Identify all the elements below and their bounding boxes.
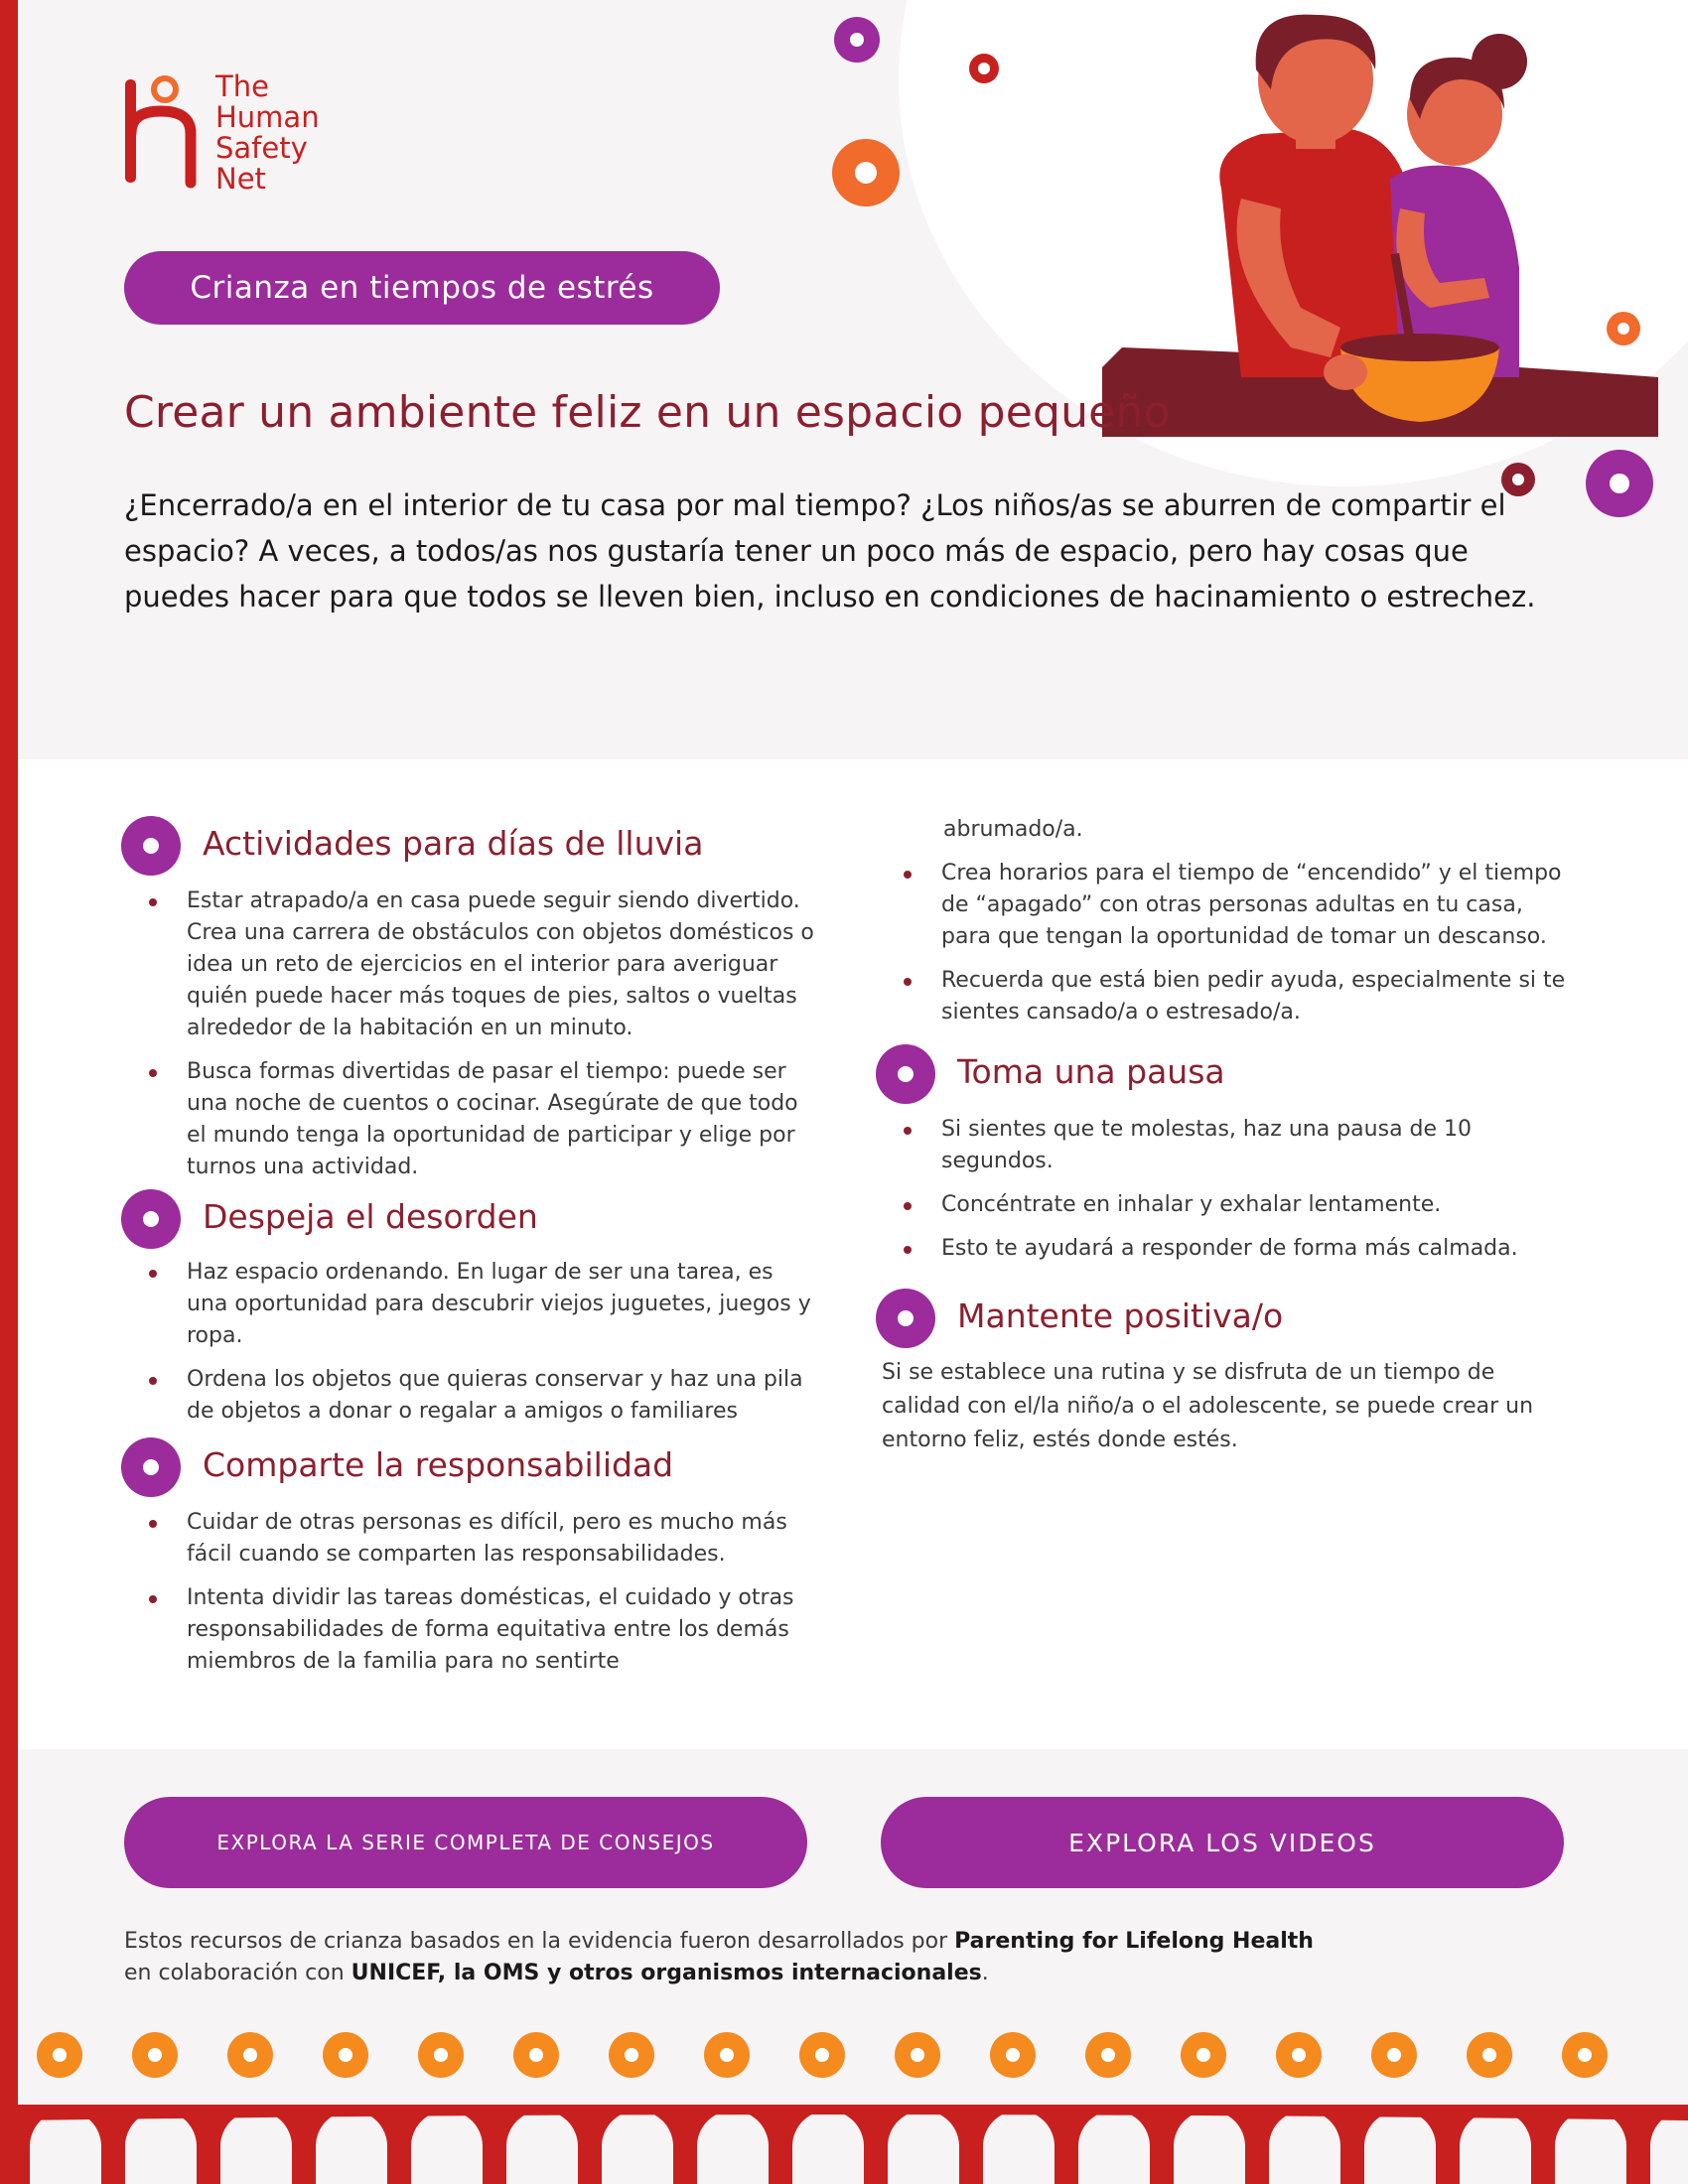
logo-line-2: Human xyxy=(215,100,320,134)
section-header xyxy=(874,1042,1569,1106)
bullet-list xyxy=(874,858,1569,1028)
section-share-responsibility xyxy=(119,1435,814,1678)
parent-child-cooking-illustration xyxy=(1102,0,1688,437)
list-item: Recuerda que está bien pedir ayuda, especialmente si te sientes cansado/a o estresado/a. xyxy=(904,965,1569,1028)
decor-circle-purple-right xyxy=(1586,450,1653,517)
human-safety-net-logo xyxy=(121,71,350,201)
left-column xyxy=(119,814,814,1690)
section-title: Mantente positiva/o xyxy=(957,1297,1284,1335)
circle-bullet-icon xyxy=(876,1044,935,1104)
list-item: Crea horarios para el tiempo de “encendido” y el tiempo de “apagado” con otras personas adultas en tu casa, para que tengan la oportunidad de tomar un descanso. xyxy=(904,858,1569,953)
credits-end: . xyxy=(981,1961,989,1985)
explore-tips-button[interactable]: EXPLORA LA SERIE COMPLETA DE CONSEJOS xyxy=(124,1797,807,1888)
intro-paragraph: ¿Encerrado/a en el interior de tu casa por mal tiempo? ¿Los niños/as se aburren de compartir el espacio? A veces, a todos/as nos gustaría tener un poco más de espacio, pero hay cosas que puedes hacer para que todos se lleven bien, incluso en condiciones de hacinamiento o estrechez. xyxy=(124,488,1536,614)
logo-line-4: Net xyxy=(215,162,266,196)
section-header xyxy=(119,1435,814,1499)
section-header xyxy=(874,1287,1569,1350)
circle-bullet-icon xyxy=(121,1437,181,1497)
list-item: Ordena los objetos que quieras conservar y haz una pila de objetos a donar o regalar a amigos o familiares xyxy=(149,1364,814,1428)
logo-mark-icon xyxy=(121,71,201,191)
continued-text: abrumado/a. xyxy=(943,817,1083,842)
decor-circle-purple-top xyxy=(834,17,880,63)
credits-text xyxy=(124,1926,1316,1989)
right-column xyxy=(874,814,1569,1457)
list-item: Cuidar de otras personas es difícil, pero es mucho más fácil cuando se comparten las responsabilidades. xyxy=(149,1507,814,1570)
series-tag: Crianza en tiempos de estrés xyxy=(124,251,720,325)
circle-bullet-icon xyxy=(121,1189,181,1249)
circle-bullet-icon xyxy=(876,1289,935,1348)
logo-line-3: Safety xyxy=(215,131,308,165)
left-accent-bar xyxy=(0,0,18,2184)
section-stay-positive xyxy=(874,1287,1569,1457)
list-item: Si sientes que te molestas, haz una pausa de 10 segundos. xyxy=(904,1114,1569,1177)
circle-bullet-icon xyxy=(121,816,181,876)
logo-line-1: The xyxy=(215,69,269,103)
section-title: Despeja el desorden xyxy=(203,1197,538,1236)
list-item: Estar atrapado/a en casa puede seguir siendo divertido. Crea una carrera de obstáculos con objetos domésticos o idea un reto de ejercicios en el interior para averiguar quién puede hacer más toques de pies, saltos o vueltas alrededor de la habitación en un minuto. xyxy=(149,886,814,1044)
list-item: Busca formas divertidas de pasar el tiempo: puede ser una noche de cuentos o cocinar. Asegúrate de que todo el mundo tenga la oportunidad de participar y elige por turnos una actividad. xyxy=(149,1056,814,1183)
bullet-list xyxy=(119,1257,814,1428)
bullet-list xyxy=(874,1114,1569,1265)
decor-circle-red-small xyxy=(969,54,999,83)
section-declutter xyxy=(119,1187,814,1428)
credits-part-2: en colaboración con xyxy=(124,1961,352,1985)
credits-part-1: Estos recursos de crianza basados en la evidencia fueron desarrollados por xyxy=(124,1929,955,1954)
bullet-list xyxy=(119,1507,814,1678)
list-item: Haz espacio ordenando. En lugar de ser una tarea, es una oportunidad para descubrir viejos juguetes, juegos y ropa. xyxy=(149,1257,814,1352)
footer-arch-row xyxy=(18,2095,1688,2184)
section-header xyxy=(119,814,814,878)
section-title: Comparte la responsabilidad xyxy=(203,1445,674,1484)
section-paragraph: Si se establece una rutina y se disfruta de un tiempo de calidad con el/la niño/a o el adolescente, se puede crear un entorno feliz, estés donde estés. xyxy=(882,1360,1534,1452)
logo-wordmark xyxy=(215,71,320,195)
child-hair-bun xyxy=(1472,34,1527,89)
page-title: Crear un ambiente feliz en un espacio pequeño xyxy=(124,387,1171,438)
section-title: Toma una pausa xyxy=(957,1052,1225,1091)
section-take-a-pause xyxy=(874,1042,1569,1265)
list-item: Intenta dividir las tareas domésticas, el cuidado y otras responsabilidades de forma equitativa entre los demás miembros de la familia para no sentirte xyxy=(149,1582,814,1678)
decor-circle-orange-large xyxy=(832,139,900,206)
section-title: Actividades para días de lluvia xyxy=(203,824,704,863)
bullet-list xyxy=(119,886,814,1183)
list-item: Esto te ayudará a responder de forma más calmada. xyxy=(904,1233,1569,1265)
list-item: Concéntrate en inhalar y exhalar lentamente. xyxy=(904,1189,1569,1221)
footer-dot-row xyxy=(18,2030,1688,2080)
section-rainy-day xyxy=(119,814,814,1183)
credits-pfl-link: Parenting for Lifelong Health xyxy=(954,1929,1314,1954)
explore-videos-button[interactable]: EXPLORA LOS VIDEOS xyxy=(881,1797,1564,1888)
credits-orgs: UNICEF, la OMS y otros organismos internacionales xyxy=(351,1961,982,1985)
section-header xyxy=(119,1187,814,1251)
